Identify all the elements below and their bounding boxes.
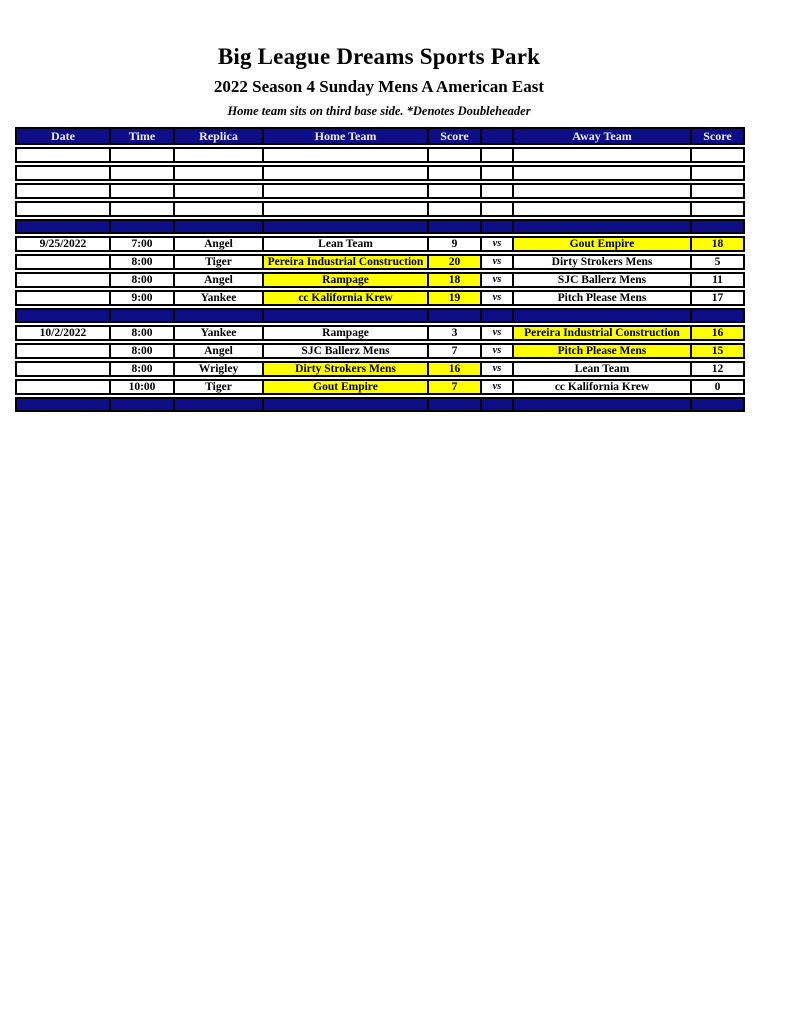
cell-home: cc Kalifornia Krew [262,290,427,306]
cell-vs: vs [480,236,512,252]
cell-time [109,219,173,234]
column-header-vs [480,127,512,145]
cell-replica [173,397,262,412]
cell-away [512,308,690,323]
cell-date [15,272,109,288]
cell-away: SJC Ballerz Mens [512,272,690,288]
cell-date [15,147,109,163]
column-header-home: Home Team [262,127,427,145]
cell-away_score [690,397,745,412]
game-row [15,254,745,270]
cell-vs: vs [480,290,512,306]
cell-vs [480,201,512,217]
cell-date [15,219,109,234]
cell-replica: Tiger [173,379,262,395]
cell-date [15,379,109,395]
cell-home: Pereira Industrial Construction [262,254,427,270]
separator-row [15,308,745,323]
cell-away_score: 15 [690,343,745,359]
cell-away: Pereira Industrial Construction [512,325,690,341]
cell-replica [173,183,262,199]
cell-date [15,183,109,199]
empty-row [15,165,745,181]
column-header-row [15,127,745,145]
cell-away_score: 17 [690,290,745,306]
empty-row [15,183,745,199]
column-header-away_score: Score [690,127,745,145]
cell-vs [480,308,512,323]
empty-row [15,201,745,217]
cell-away_score [690,147,745,163]
cell-vs [480,183,512,199]
cell-time [109,308,173,323]
cell-away: Pitch Please Mens [512,343,690,359]
cell-replica: Tiger [173,254,262,270]
cell-away [512,165,690,181]
cell-away [512,219,690,234]
column-header-away: Away Team [512,127,690,145]
game-row [15,325,745,341]
cell-away_score [690,165,745,181]
cell-replica: Wrigley [173,361,262,377]
cell-time [109,183,173,199]
cell-date [15,397,109,412]
cell-vs [480,147,512,163]
cell-date [15,343,109,359]
game-row [15,236,745,252]
column-header-home_score: Score [427,127,480,145]
cell-home [262,165,427,181]
cell-home: Gout Empire [262,379,427,395]
cell-away_score: 12 [690,361,745,377]
page-header [15,44,743,119]
cell-replica [173,165,262,181]
cell-home_score: 19 [427,290,480,306]
cell-time [109,397,173,412]
cell-home_score [427,183,480,199]
cell-time [109,147,173,163]
cell-replica: Yankee [173,290,262,306]
separator-row [15,397,745,412]
cell-vs [480,165,512,181]
cell-home [262,147,427,163]
cell-time: 8:00 [109,361,173,377]
cell-date: 10/2/2022 [15,325,109,341]
cell-home: Dirty Strokers Mens [262,361,427,377]
cell-away_score [690,201,745,217]
cell-home_score: 16 [427,361,480,377]
cell-time: 9:00 [109,290,173,306]
cell-home [262,308,427,323]
cell-date [15,361,109,377]
page-title: Big League Dreams Sports Park [217,44,541,69]
schedule-table [15,127,745,414]
cell-vs: vs [480,254,512,270]
cell-home_score [427,165,480,181]
cell-date: 9/25/2022 [15,236,109,252]
cell-away: Lean Team [512,361,690,377]
cell-vs: vs [480,272,512,288]
cell-away [512,147,690,163]
cell-home_score [427,397,480,412]
cell-time: 8:00 [109,325,173,341]
column-header-date: Date [15,127,109,145]
cell-away [512,397,690,412]
game-row [15,290,745,306]
cell-home: Rampage [262,325,427,341]
cell-home_score [427,219,480,234]
cell-away_score: 16 [690,325,745,341]
cell-time: 7:00 [109,236,173,252]
cell-replica: Angel [173,236,262,252]
cell-vs: vs [480,361,512,377]
cell-home_score: 3 [427,325,480,341]
cell-home_score [427,308,480,323]
page-subtitle: 2022 Season 4 Sunday Mens A American East [213,77,545,96]
cell-home [262,183,427,199]
cell-home: SJC Ballerz Mens [262,343,427,359]
cell-away_score [690,219,745,234]
cell-vs [480,397,512,412]
cell-away: Gout Empire [512,236,690,252]
cell-time [109,165,173,181]
cell-away_score: 0 [690,379,745,395]
cell-vs: vs [480,379,512,395]
cell-home_score: 18 [427,272,480,288]
cell-home [262,219,427,234]
cell-vs [480,219,512,234]
cell-away_score [690,308,745,323]
game-row [15,361,745,377]
cell-date [15,201,109,217]
cell-away: Dirty Strokers Mens [512,254,690,270]
cell-time [109,201,173,217]
cell-replica [173,147,262,163]
cell-date [15,290,109,306]
cell-replica: Yankee [173,325,262,341]
cell-time: 8:00 [109,272,173,288]
cell-away_score: 5 [690,254,745,270]
cell-replica [173,308,262,323]
cell-time: 8:00 [109,343,173,359]
empty-row [15,147,745,163]
cell-home_score: 7 [427,343,480,359]
cell-away_score [690,183,745,199]
column-header-replica: Replica [173,127,262,145]
cell-away [512,201,690,217]
cell-vs: vs [480,343,512,359]
cell-home: Lean Team [262,236,427,252]
cell-away_score: 18 [690,236,745,252]
cell-home_score [427,201,480,217]
cell-home_score: 9 [427,236,480,252]
game-row [15,272,745,288]
separator-row [15,219,745,234]
cell-away: cc Kalifornia Krew [512,379,690,395]
cell-time: 8:00 [109,254,173,270]
game-row [15,379,745,395]
cell-home: Rampage [262,272,427,288]
cell-replica [173,201,262,217]
cell-home_score: 20 [427,254,480,270]
cell-home_score [427,147,480,163]
cell-date [15,165,109,181]
cell-away [512,183,690,199]
game-row [15,343,745,359]
page-note: Home team sits on third base side. *Denotes Doubleheader [227,104,531,118]
cell-away_score: 11 [690,272,745,288]
cell-time: 10:00 [109,379,173,395]
cell-date [15,254,109,270]
cell-vs: vs [480,325,512,341]
cell-home [262,397,427,412]
cell-replica [173,219,262,234]
cell-replica: Angel [173,343,262,359]
cell-home_score: 7 [427,379,480,395]
cell-date [15,308,109,323]
cell-away: Pitch Please Mens [512,290,690,306]
column-header-time: Time [109,127,173,145]
cell-replica: Angel [173,272,262,288]
cell-home [262,201,427,217]
